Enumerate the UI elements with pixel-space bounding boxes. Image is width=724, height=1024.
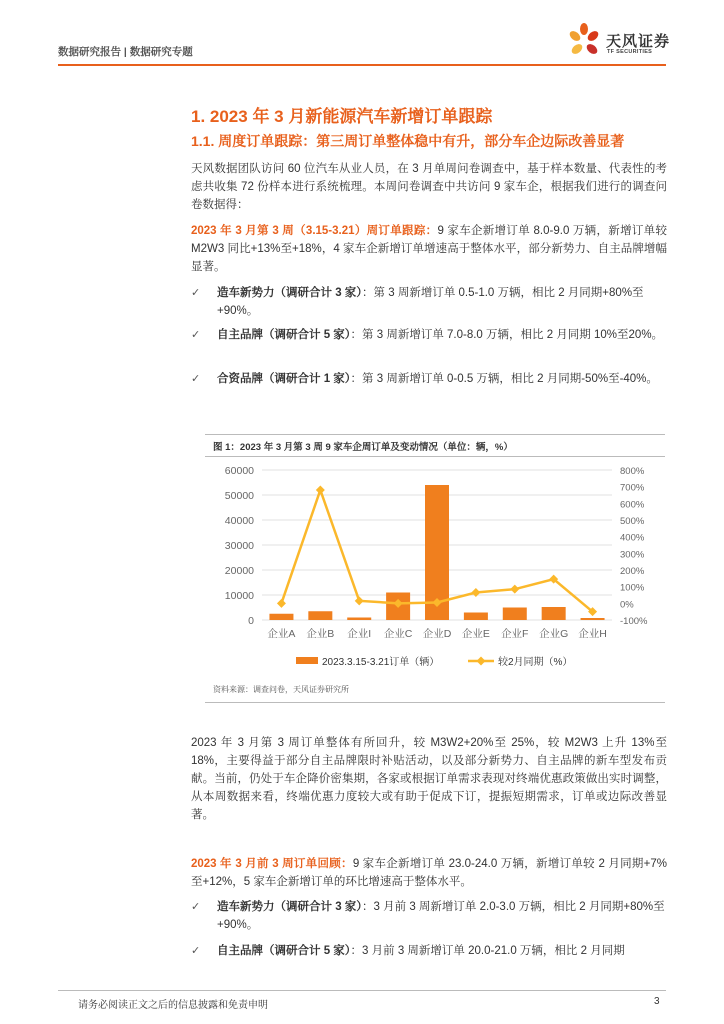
chart-bar (542, 607, 566, 620)
review-paragraph (191, 855, 667, 891)
x-tick-label: 企业H (578, 628, 607, 640)
bullet-label: 自主品牌（调研合计 5 家） (217, 329, 351, 341)
list-item (191, 284, 667, 320)
chart-bar (503, 608, 527, 621)
check-icon: ✓ (191, 901, 201, 913)
x-tick-label: 企业A (267, 628, 296, 640)
x-tick-label: 企业D (422, 628, 452, 640)
brand-logo (567, 22, 677, 62)
intro-paragraph: 天风数据团队访问 60 位汽车从业人员，在 3 月单周问卷调查中，基于样本数量、代表性的考虑共收集 72 份样本进行系统梳理。本周问卷调查中共访问 9 家车企，根据我们进行的调查问卷数据得： (191, 163, 667, 211)
week3-text: 9 家车企新增订单 8.0-9.0 万辆，新增订单较 M2W3 同比+13%至+18%，4 家车企新增订单增速高于整体水平，部分新势力、自主品牌增幅显著。 (191, 225, 667, 273)
y-right-tick-label: 800% (620, 466, 645, 477)
header-divider (58, 64, 666, 66)
week3-paragraph (191, 222, 667, 276)
brand-flower-icon (567, 22, 603, 62)
bullet-text: ：第 3 周新增订单 7.0-8.0 万辆，相比 2 月同期 10%至20%。 (350, 329, 664, 341)
chart-bar (347, 618, 371, 621)
y-left-tick-label: 30000 (224, 540, 254, 552)
page-number: 3 (654, 996, 660, 1007)
bullet-text: ：3 月前 3 周新增订单 20.0-21.0 万辆，相比 2 月同期 (350, 945, 625, 957)
legend-line-marker (477, 657, 486, 666)
y-right-tick-label: 500% (620, 516, 645, 527)
chart-bar (269, 614, 293, 620)
y-left-tick-label: 40000 (224, 515, 254, 527)
bullet-text: ：第 3 周新增订单 0.5-1.0 万辆，相比 2 月同期+80%至+90%。 (217, 287, 644, 317)
y-right-tick-label: 400% (620, 532, 645, 544)
list-item (191, 370, 667, 388)
check-icon: ✓ (191, 287, 201, 299)
y-left-tick-label: 10000 (224, 590, 254, 602)
bullet-text: ：第 3 周新增订单 0-0.5 万辆，相比 2 月同期-50%至-40%。 (350, 373, 658, 385)
x-tick-label: 企业C (383, 628, 413, 640)
x-tick-label: 企业I (347, 628, 372, 640)
brand-name: 天风证券 (606, 33, 671, 50)
chart-bar (308, 611, 332, 620)
footer-divider (58, 990, 666, 991)
legend-bar-swatch (296, 657, 318, 664)
list-item (191, 942, 667, 960)
report-category: 数据研究报告 | 数据研究专题 (58, 46, 193, 58)
brand-subtitle: TF SECURITIES (607, 49, 653, 55)
y-right-tick-label: 600% (620, 499, 645, 511)
y-right-tick-label: 700% (620, 482, 645, 494)
y-left-tick-label: 0 (248, 615, 254, 627)
chart-bar (581, 618, 605, 620)
y-left-tick-label: 20000 (224, 565, 254, 577)
chart-line-point (510, 585, 519, 594)
bullet-text: ：3 月前 3 周新增订单 2.0-3.0 万辆，相比 2 月同期+80%至+90%。 (217, 901, 665, 931)
footer-disclaimer: 请务必阅读正文之后的信息披露和免责申明 (78, 1000, 268, 1011)
x-tick-label: 企业F (501, 628, 529, 640)
figure-title: 图 1：2023 年 3 月第 3 周 9 家车企周订单及变动情况（单位：辆，%） (213, 442, 513, 453)
figure-bottom-rule (205, 702, 665, 703)
y-left-tick-label: 50000 (224, 490, 254, 502)
legend-label: 较2月同期（%） (498, 657, 573, 668)
x-tick-label: 企业G (539, 628, 569, 640)
figure-top-rule (205, 434, 665, 435)
bullet-label: 造车新势力（调研合计 3 家） (217, 287, 363, 299)
section-title: 1. 2023 年 3 月新能源汽车新增订单跟踪 (191, 107, 493, 126)
x-tick-label: 企业E (461, 628, 490, 640)
chart-line-point (316, 486, 325, 495)
bullet-label: 造车新势力（调研合计 3 家） (217, 901, 363, 913)
list-item (191, 898, 667, 934)
y-right-tick-label: 300% (620, 549, 645, 561)
chart-line-point (471, 588, 480, 597)
subsection-title: 1.1. 周度订单跟踪：第三周订单整体稳中有升，部分车企边际改善显著 (191, 133, 625, 149)
review-highlight: 2023 年 3 月前 3 周订单回顾： (191, 858, 353, 870)
bullet-label: 自主品牌（调研合计 5 家） (217, 945, 351, 957)
bullet-label: 合资品牌（调研合计 1 家） (217, 373, 351, 385)
y-left-tick-label: 60000 (224, 465, 254, 477)
y-right-tick-label: 200% (620, 566, 645, 577)
figure-source: 资料来源：调查问卷，天风证券研究所 (213, 685, 349, 694)
review-text: 9 家车企新增订单 23.0-24.0 万辆，新增订单较 2 月同期+7%至+12%，5 家车企新增订单的环比增速高于整体水平。 (191, 858, 667, 888)
x-tick-label: 企业B (306, 628, 335, 640)
check-icon: ✓ (191, 373, 201, 385)
y-right-tick-label: 0% (620, 599, 634, 611)
chart-line-point (277, 599, 286, 608)
check-icon: ✓ (191, 329, 201, 341)
analysis-paragraph: 2023 年 3 月第 3 周订单整体有所回升，较 M3W2+20%至 25%，较 M2W3 上升 13%至 18%，主要得益于部分自主品牌限时补贴活动，以及部分新势力、自主品牌的新车型发布贡献。当前，仍处于车企降价密集期，各家或根据订单需求表现对终端优惠政策做出实时调整，从本周数据来看，终端优惠力度较大或有助于促成下订，提振短期需求，订单或边际改善显著。 (191, 737, 667, 821)
check-icon: ✓ (191, 945, 201, 957)
legend-label: 2023.3.15-3.21订单（辆） (322, 657, 440, 668)
list-item (191, 326, 667, 344)
y-right-tick-label: 100% (620, 582, 645, 594)
week3-highlight: 2023 年 3 月第 3 周（3.15-3.21）周订单跟踪： (191, 225, 438, 237)
order-chart (0, 455, 724, 680)
chart-bar (464, 613, 488, 621)
chart-line-point (355, 596, 364, 605)
y-right-tick-label: -100% (620, 616, 648, 627)
